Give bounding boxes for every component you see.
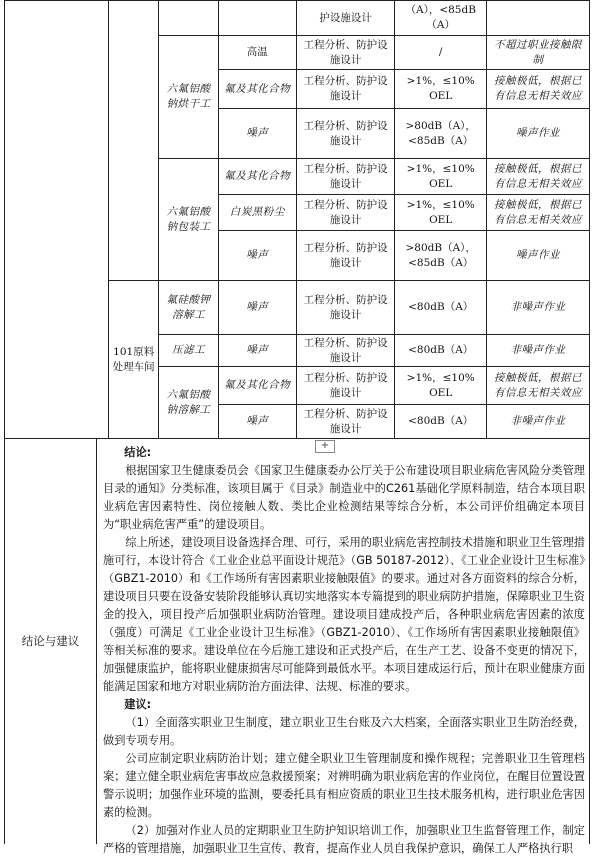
measure-cell: 工程分析、防护设施设计	[296, 70, 394, 109]
advice-heading: 建议:	[124, 698, 152, 711]
note-cell: 不超过职业接触限制	[487, 36, 590, 70]
result-cell: >1%，≤10% OEL	[395, 195, 487, 231]
factor-cell: 噪声	[218, 335, 296, 367]
note-cell: 噪声作业	[487, 231, 590, 281]
measure-cell: 工程分析、防护设施设计	[296, 335, 394, 367]
section-label	[4, 438, 97, 844]
measure-cell: 工程分析、防护设施设计	[296, 367, 394, 405]
note-cell: 非噪声作业	[487, 281, 590, 335]
result-cell: <80dB（A）	[395, 281, 487, 335]
conclusion-paragraph: 根据国家卫生健康委员会《国家卫生健康委办公厅关于公布建设项目职业病危害风险分类管理目录的通知》分类标准，该项目属于《目录》制造业中的C261基础化学原料制造，结合本项目职业病危害因素特性、岗位接触人数、类比企业检测结果等综合分析，本公司评价组确定本项目为“职业病危害严重”的建设项目。	[103, 464, 585, 531]
measure-cell: 工程分析、防护设施设计	[296, 36, 394, 70]
factor-cell: 高温	[218, 36, 296, 70]
advice-paragraph: （1）全面落实职业卫生制度，建立职业卫生台账及六大档案，全面落实职业卫生防治经费，做到专项专用。	[103, 716, 585, 747]
result-cell: >80dB（A），<85dB（A）	[395, 231, 487, 281]
advice-paragraph: （2）加强对作业人员的定期职业卫生防护知识培训工作，加强职业卫生监督管理工作，制定严格的管理措施，加强职业卫生宣传、教育，提高作业人员自我保护意识，确保工人严格执行职	[103, 824, 585, 855]
factor-cell: 噪声	[218, 281, 296, 335]
advice-paragraph: 公司应制定职业病防治计划；建立健全职业卫生管理制度和操作规程；完善职业卫生管理档案；建立健全职业病危害事故应急救援预案；对辨明确为职业病危害的作业岗位，在醒目位置设置警示说明；加强作业环境的监测，要委托具有相应资质的职业卫生技术服务机构，进行职业危害因素的检测。	[103, 752, 585, 819]
measure-cell: 工程分析、防护设施设计	[296, 109, 394, 159]
result-cell: （A），<85dB（A）	[395, 1, 487, 36]
post-cell: 六氟铝酸钠溶解工	[159, 367, 218, 439]
note-cell: 接触极低，根据已有信息无相关效应	[487, 159, 590, 195]
factor-cell: 噪声	[218, 405, 296, 439]
measure-cell: 工程分析、防护设施设计	[296, 231, 394, 281]
table-row	[5, 1, 590, 36]
note-cell: 非噪声作业	[487, 405, 590, 439]
note-cell: 非噪声作业	[487, 335, 590, 367]
factor-cell: 白炭黑粉尘	[218, 195, 296, 231]
result-cell: /	[395, 36, 487, 70]
result-cell: >1%，≤10% OEL	[395, 367, 487, 405]
note-cell: 接触极低，根据已有信息无相关效应	[487, 195, 590, 231]
blank-cell	[5, 1, 109, 439]
post-cell: 六氟铝酸钠包装工	[159, 159, 218, 281]
measure-cell: 工程分析、防护设施设计	[296, 195, 394, 231]
note-cell: 噪声作业	[487, 109, 590, 159]
blank-cell	[109, 1, 159, 281]
measure-cell: 工程分析、防护设施设计	[296, 281, 394, 335]
result-cell: <80dB（A）	[395, 405, 487, 439]
conclusion-paragraph: 综上所述，建设项目设备选择合理、可行，采用的职业病危害控制技术措施和职业卫生管理措施可行，本设计符合《工业企业总平面设计规范》（GB 50187-2012）、《工业企业设计卫生标准》（GBZ1-2010）和《工作场所有害因素职业接触限值》的要求。通过对各方面资料的综合分析，建设项目只要在设备安装阶段能够认真切实地落实本专篇提到的职业病防护措施，保障职业卫生资金的投入，项目投产后加强职业病防治管理。建设项目建成投产后，各种职业病危害因素的浓度（强度）可满足《工业企业设计卫生标准》（GBZ1-2010）、《工作场所有害因素职业接触限值》等相关标准的要求。建设单位在今后施工建设和正式投产后，在生产工艺、设备不变更的情况下，加强健康监护，能将职业健康损害尽可能降到最低水平。本项目建成运行后，预计在职业健康方面能满足国家和地方对职业病防治方面法律、法规、标准的要求。	[103, 536, 585, 693]
result-cell: >80dB（A），<85dB（A）	[395, 109, 487, 159]
section-label-text: 结论与建议	[21, 634, 80, 648]
measure-cell: 护设施设计	[296, 1, 394, 36]
result-cell: >1%，≤10% OEL	[395, 159, 487, 195]
expand-handle[interactable]: +	[315, 440, 335, 453]
note-cell	[487, 1, 590, 36]
measure-cell: 工程分析、防护设施设计	[296, 159, 394, 195]
post-cell	[159, 1, 218, 36]
hazard-table	[4, 0, 590, 439]
post-cell: 六氟铝酸钠烘干工	[159, 36, 218, 159]
result-cell: <80dB（A）	[395, 335, 487, 367]
measure-cell: 工程分析、防护设施设计	[296, 405, 394, 439]
result-cell: >1%，≤10% OEL	[395, 70, 487, 109]
note-cell: 接触极低，根据已有信息无相关效应	[487, 70, 590, 109]
note-cell: 接触极低，根据已有信息无相关效应	[487, 367, 590, 405]
workshop-cell: 101原料处理车间	[109, 281, 159, 439]
factor-cell: 噪声	[218, 231, 296, 281]
conclusion-heading: 结论:	[124, 446, 152, 459]
post-cell: 压滤工	[159, 335, 218, 367]
document-page	[4, 0, 590, 855]
post-cell: 氟硅酸钾溶解工	[159, 281, 218, 335]
factor-cell: 噪声	[218, 109, 296, 159]
conclusion-section	[97, 438, 590, 855]
factor-cell: 氟及其化合物	[218, 367, 296, 405]
factor-cell: 氟及其化合物	[218, 159, 296, 195]
factor-cell: 氟及其化合物	[218, 70, 296, 109]
factor-cell	[218, 1, 296, 36]
